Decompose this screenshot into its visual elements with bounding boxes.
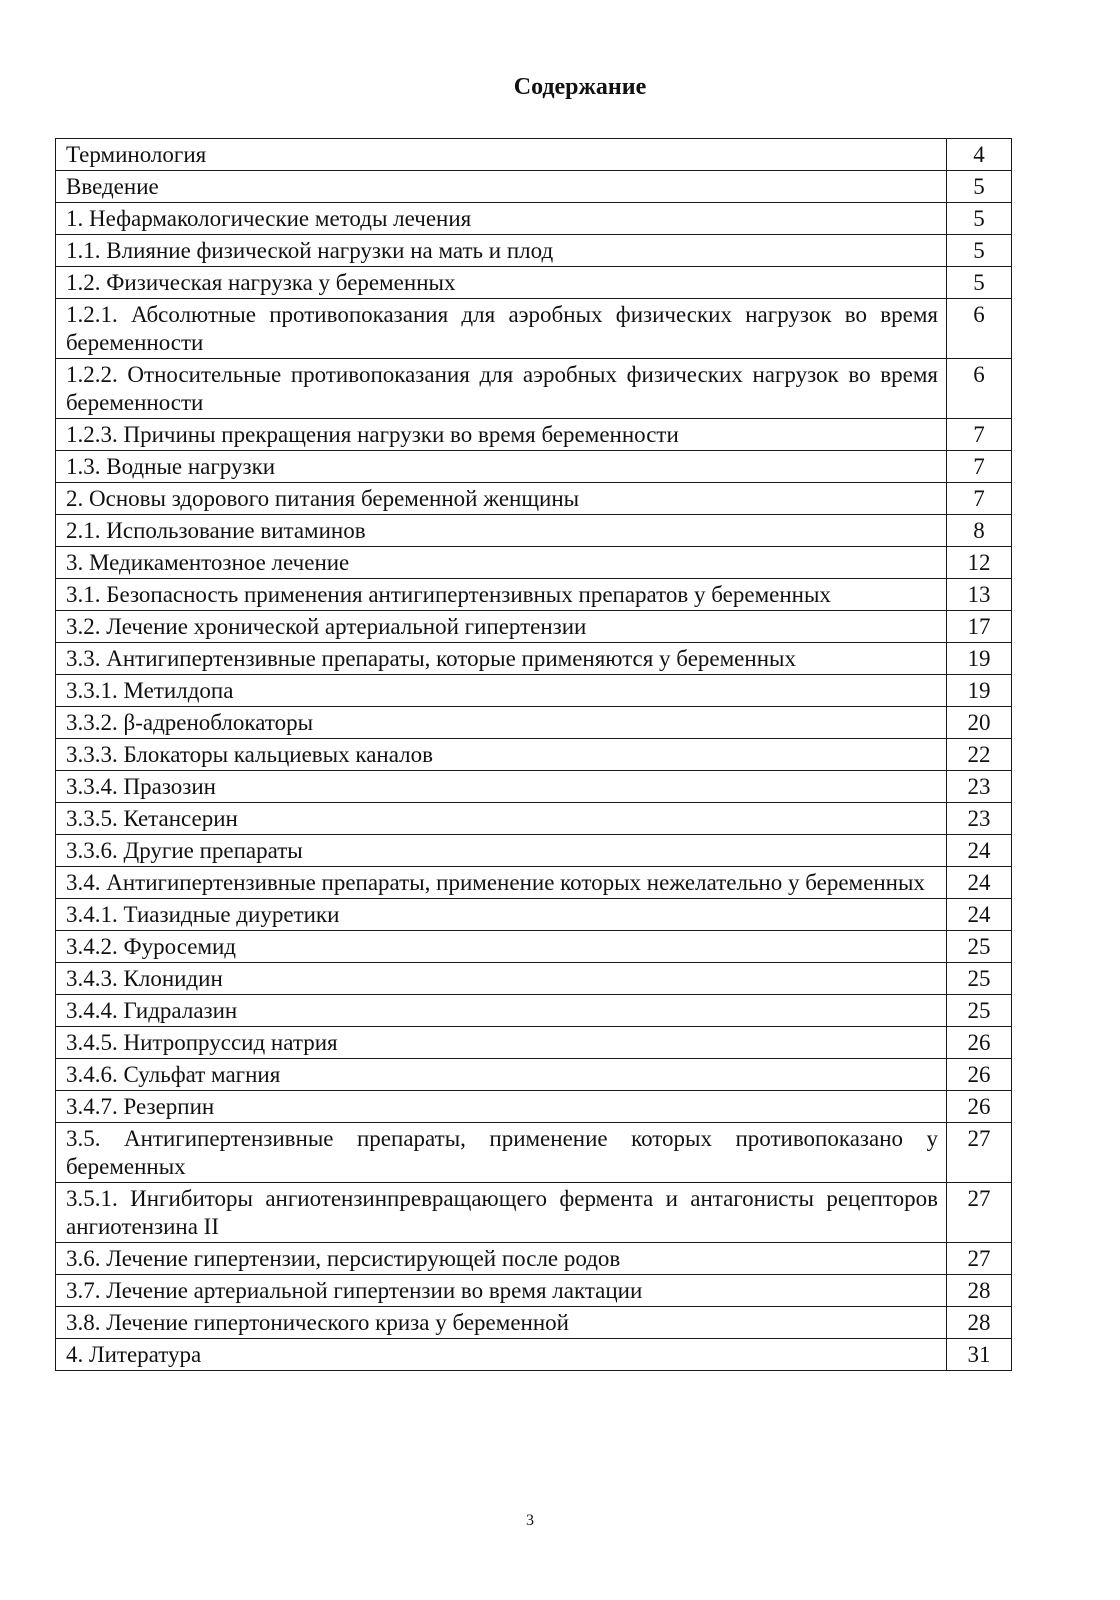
toc-row (56, 899, 1012, 931)
toc-entry-page: 24 (947, 867, 1012, 899)
toc-row (56, 1243, 1012, 1275)
toc-entry-page: 26 (947, 1027, 1012, 1059)
toc-entry-page: 27 (947, 1243, 1012, 1275)
toc-entry-title: 1.3. Водные нагрузки (56, 451, 947, 483)
toc-row (56, 1183, 1012, 1243)
toc-entry-page: 5 (947, 171, 1012, 203)
page-number: 3 (526, 1512, 534, 1529)
toc-entry-title: 3.5.1. Ингибиторы ангиотензинпревращающего фермента и антагонисты рецепторов ангиотензина II (56, 1183, 947, 1243)
toc-row (56, 835, 1012, 867)
toc-row (56, 611, 1012, 643)
toc-entry-title: 3.1. Безопасность применения антигипертензивных препаратов у беременных (56, 579, 947, 611)
toc-row (56, 515, 1012, 547)
toc-entry-title: 4. Литература (56, 1339, 947, 1371)
toc-entry-page: 19 (947, 643, 1012, 675)
toc-entry-title: Терминология (56, 139, 947, 171)
toc-entry-title: Введение (56, 171, 947, 203)
toc-entry-title: 1.2.1. Абсолютные противопоказания для аэробных физических нагрузок во время беременности (56, 299, 947, 359)
toc-entry-title: 3.2. Лечение хронической артериальной гипертензии (56, 611, 947, 643)
toc-row (56, 419, 1012, 451)
toc-entry-title: 3.3.2. β-адреноблокаторы (56, 707, 947, 739)
toc-row (56, 1027, 1012, 1059)
toc-row (56, 675, 1012, 707)
toc-entry-title: 3.4.6. Сульфат магния (56, 1059, 947, 1091)
toc-row (56, 1123, 1012, 1183)
toc-row (56, 203, 1012, 235)
toc-entry-title: 3.4.3. Клонидин (56, 963, 947, 995)
toc-row (56, 771, 1012, 803)
toc-entry-page: 5 (947, 267, 1012, 299)
toc-entry-title: 3.4.1. Тиазидные диуретики (56, 899, 947, 931)
toc-row (56, 739, 1012, 771)
toc-entry-title: 1.1. Влияние физической нагрузки на мать и плод (56, 235, 947, 267)
toc-entry-title: 3.3. Антигипертензивные препараты, которые применяются у беременных (56, 643, 947, 675)
toc-entry-page: 12 (947, 547, 1012, 579)
toc-entry-page: 25 (947, 963, 1012, 995)
toc-entry-page: 7 (947, 419, 1012, 451)
toc-entry-title: 1.2.2. Относительные противопоказания для аэробных физических нагрузок во время беременности (56, 359, 947, 419)
toc-entry-page: 6 (947, 359, 1012, 419)
toc-entry-page: 25 (947, 995, 1012, 1027)
toc-row (56, 171, 1012, 203)
toc-entry-page: 7 (947, 483, 1012, 515)
toc-entry-page: 7 (947, 451, 1012, 483)
toc-entry-title: 3.5. Антигипертензивные препараты, применение которых противопоказано у беременных (56, 1123, 947, 1183)
toc-entry-page: 28 (947, 1307, 1012, 1339)
toc-entry-title: 1.2. Физическая нагрузка у беременных (56, 267, 947, 299)
toc-entry-title: 2. Основы здорового питания беременной женщины (56, 483, 947, 515)
toc-body (56, 139, 1012, 1371)
toc-entry-title: 3.4. Антигипертензивные препараты, применение которых нежелательно у беременных (56, 867, 947, 899)
toc-row (56, 1275, 1012, 1307)
toc-entry-page: 8 (947, 515, 1012, 547)
toc-entry-page: 26 (947, 1091, 1012, 1123)
toc-entry-page: 19 (947, 675, 1012, 707)
toc-entry-page: 24 (947, 899, 1012, 931)
toc-row (56, 995, 1012, 1027)
toc-entry-page: 4 (947, 139, 1012, 171)
toc-entry-page: 24 (947, 835, 1012, 867)
toc-entry-page: 13 (947, 579, 1012, 611)
toc-row (56, 931, 1012, 963)
toc-entry-page: 20 (947, 707, 1012, 739)
toc-entry-title: 3.6. Лечение гипертензии, персистирующей после родов (56, 1243, 947, 1275)
toc-entry-page: 27 (947, 1183, 1012, 1243)
toc-row (56, 1091, 1012, 1123)
toc-row (56, 579, 1012, 611)
toc-entry-title: 3.3.3. Блокаторы кальциевых каналов (56, 739, 947, 771)
toc-row (56, 451, 1012, 483)
toc-row (56, 547, 1012, 579)
toc-entry-title: 3.4.2. Фуросемид (56, 931, 947, 963)
toc-entry-page: 25 (947, 931, 1012, 963)
toc-row (56, 299, 1012, 359)
toc-row (56, 235, 1012, 267)
toc-entry-page: 6 (947, 299, 1012, 359)
toc-entry-title: 3.3.1. Метилдопа (56, 675, 947, 707)
toc-entry-page: 31 (947, 1339, 1012, 1371)
toc-entry-page: 5 (947, 203, 1012, 235)
toc-row (56, 1059, 1012, 1091)
page-title: Содержание (513, 74, 647, 100)
toc-row (56, 1307, 1012, 1339)
toc-entry-title: 1. Нефармакологические методы лечения (56, 203, 947, 235)
toc-entry-title: 3.3.5. Кетансерин (56, 803, 947, 835)
toc-row (56, 803, 1012, 835)
toc-entry-title: 2.1. Использование витаминов (56, 515, 947, 547)
toc-entry-title: 3.8. Лечение гипертонического криза у беременной (56, 1307, 947, 1339)
toc-entry-page: 23 (947, 771, 1012, 803)
toc-entry-page: 27 (947, 1123, 1012, 1183)
toc-entry-title: 3.7. Лечение артериальной гипертензии во время лактации (56, 1275, 947, 1307)
toc-row (56, 867, 1012, 899)
toc-row (56, 707, 1012, 739)
toc-entry-title: 3.3.6. Другие препараты (56, 835, 947, 867)
toc-row (56, 359, 1012, 419)
toc-entry-page: 23 (947, 803, 1012, 835)
toc-entry-page: 28 (947, 1275, 1012, 1307)
toc-row (56, 139, 1012, 171)
toc-entry-title: 3.4.7. Резерпин (56, 1091, 947, 1123)
toc-row (56, 267, 1012, 299)
toc-entry-page: 5 (947, 235, 1012, 267)
toc-entry-title: 3.4.4. Гидралазин (56, 995, 947, 1027)
toc-row (56, 483, 1012, 515)
toc-entry-page: 22 (947, 739, 1012, 771)
toc-entry-page: 26 (947, 1059, 1012, 1091)
toc-entry-title: 3.4.5. Нитропруссид натрия (56, 1027, 947, 1059)
toc-entry-title: 1.2.3. Причины прекращения нагрузки во время беременности (56, 419, 947, 451)
toc-table (55, 138, 1012, 1371)
toc-entry-title: 3.3.4. Празозин (56, 771, 947, 803)
toc-row (56, 1339, 1012, 1371)
toc-entry-page: 17 (947, 611, 1012, 643)
toc-entry-title: 3. Медикаментозное лечение (56, 547, 947, 579)
toc-row (56, 643, 1012, 675)
toc-row (56, 963, 1012, 995)
